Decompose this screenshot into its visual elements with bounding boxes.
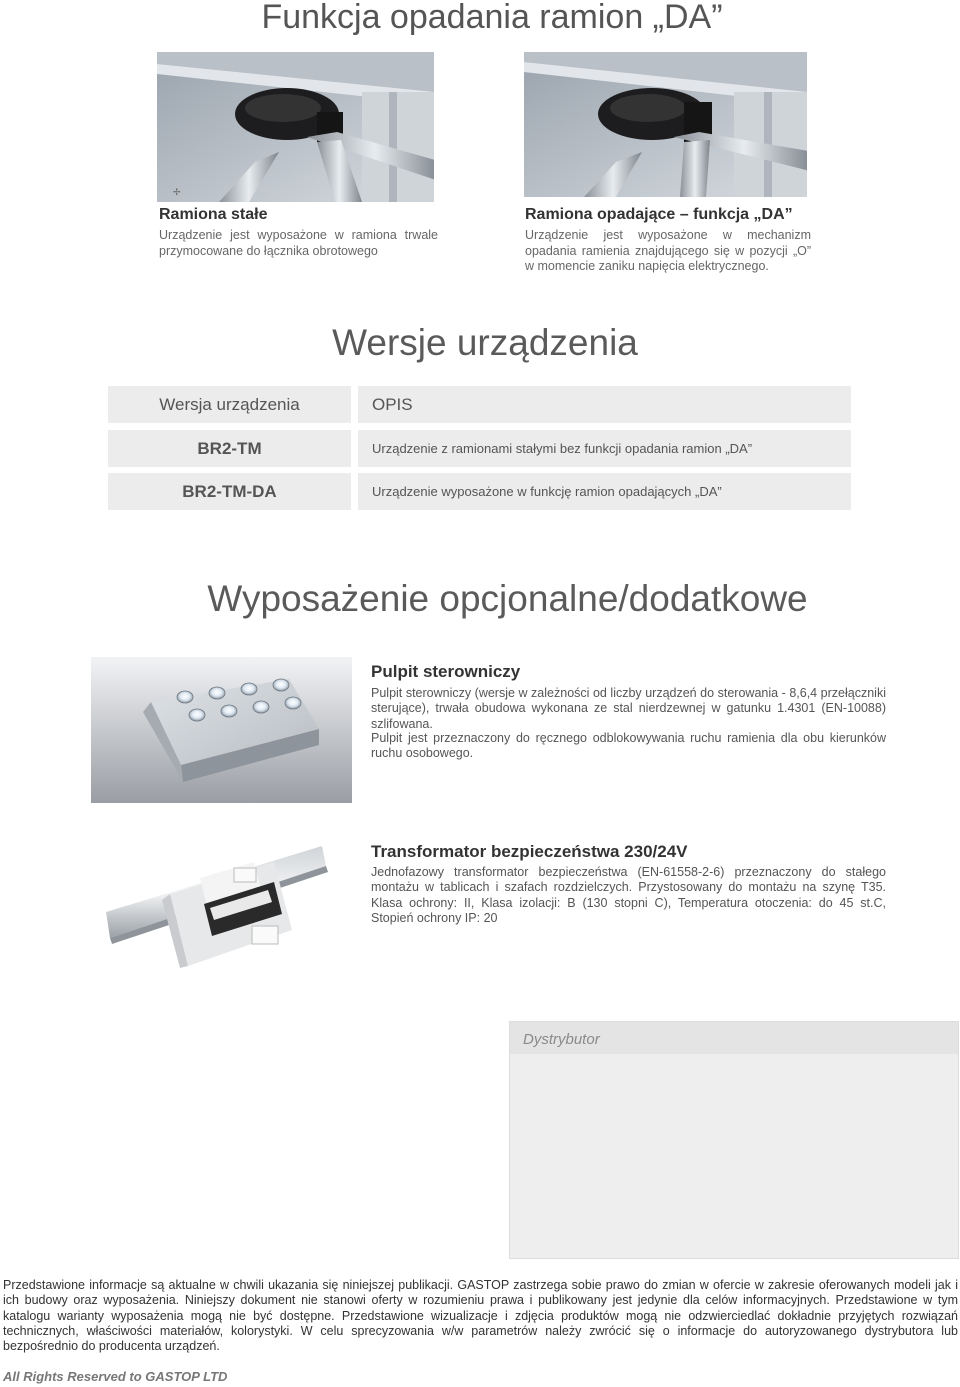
version-code: BR2-TM-DA — [182, 481, 277, 501]
versions-header-desc — [358, 386, 851, 423]
panel-button — [209, 687, 225, 699]
versions-header-desc-label: OPIS — [372, 394, 413, 414]
versions-row-code — [108, 473, 351, 510]
panel-button — [285, 697, 301, 709]
optional-title: Wyposażenie opcjonalne/dodatkowe — [207, 578, 808, 619]
control-panel-text-2: Pulpit jest przeznaczony do ręcznego odblokowywania ruchu ramienia dla obu kierunków ruchu osobowego. — [371, 731, 886, 761]
control-panel-text: Pulpit sterowniczy (wersje w zależności od liczby urządzeń do sterowania - 8,6,4 przełączniki sterujące), trwała obudowa wykonana ze stal nierdzewnej w gatunku 1.4301 (EN-10088) szlifowana. — [371, 686, 886, 731]
fixed-arms-title: Ramiona stałe — [159, 206, 268, 223]
transformer-text: Jednofazowy transformator bezpieczeństwa (EN-61558-2-6) przeznaczony do stałego montażu w tablicach i szafach rozdzielczych. Przystosowany do montażu na szynę T35. Klasa ochrony: II, Klasa izolacji: B (130 stopni C), Temperatura otoczenia: do 45 st.C, Stopień ochrony IP: 20 — [371, 865, 886, 925]
panel-button — [241, 683, 257, 695]
disclaimer-text: Przedstawione informacje są aktualne w chwili ukazania się niniejszej publikacji. GASTOP zastrzega sobie prawo do zmian w ofercie w zakresie oferowanych modeli jak i ich budowy oraz wyposażenia. Niniejszy dokument nie stanowi oferty w rozumieniu prawa i publikowany jest jedynie dla celów informacyjnych. Przedstawione w tym katalogu warianty wyposażenia mogą nie być dostępne. Przedstawione wizualizacje i zdjęcia produktów mogą nie odzwierciedlać dokładnie przyjętych rozwiązań technicznych, właściwości materiałów, kolorystyki. W celu sprecyzowania w/w parametrów należy zwrócić się o informacje do autoryzowanego dystrybutora lub bezpośrednio do producenta urządzeń. — [3, 1278, 958, 1354]
versions-header-version-label: Wersja urządzenia — [159, 394, 300, 414]
version-code: BR2-TM — [197, 438, 262, 458]
distributor-label: Dystrybutor — [523, 1031, 600, 1048]
footer-copyright: All Rights Reserved to GASTOP LTD — [3, 1369, 228, 1384]
transformer-title: Transformator bezpieczeństwa 230/24V — [371, 842, 688, 861]
transformer-photo — [104, 838, 330, 968]
panel-button — [177, 691, 193, 703]
versions-row-desc — [358, 473, 851, 510]
version-desc: Urządzenie wyposażone w funkcję ramion opadających „DA” — [372, 484, 722, 499]
panel-button — [189, 709, 205, 721]
fixed-arms-photo — [157, 52, 434, 202]
panel-buttons — [91, 657, 352, 803]
page-title: Funkcja opadania ramion „DA” — [261, 0, 723, 36]
versions-row-desc — [358, 430, 851, 467]
panel-button — [273, 679, 289, 691]
control-panel-title: Pulpit sterowniczy — [371, 662, 521, 681]
panel-button — [221, 705, 237, 717]
distributor-box — [509, 1021, 959, 1259]
drop-arms-title: Ramiona opadające – funkcja „DA” — [525, 206, 793, 223]
versions-row-code — [108, 430, 351, 467]
versions-header-version — [108, 386, 351, 423]
svg-text:✢: ✢ — [173, 187, 181, 197]
panel-button — [253, 701, 269, 713]
fixed-arms-text: Urządzenie jest wyposażone w ramiona trwale przymocowane do łącznika obrotowego — [159, 228, 438, 258]
version-desc: Urządzenie z ramionami stałymi bez funkcji opadania ramion „DA” — [372, 441, 753, 456]
versions-title: Wersje urządzenia — [332, 322, 638, 363]
drop-arms-text: Urządzenie jest wyposażone w mechanizm opadania ramienia znajdującego się w pozycji „O” w momencie zaniku napięcia elektrycznego. — [525, 228, 811, 273]
drop-arms-photo — [524, 52, 807, 197]
control-panel-photo — [91, 657, 352, 803]
